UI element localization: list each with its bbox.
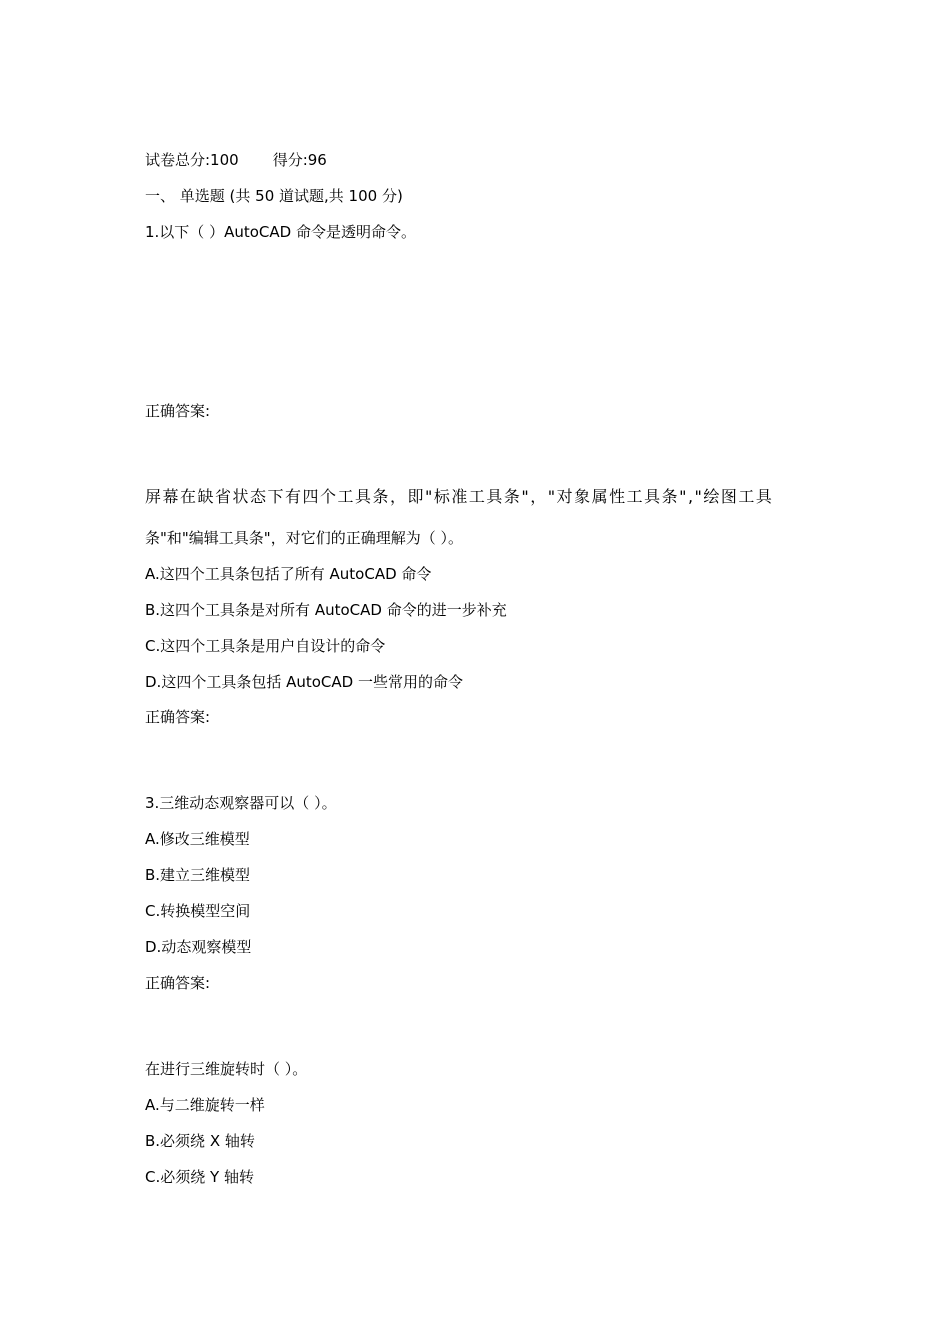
question-3-answer-label: 正确答案:: [145, 974, 211, 992]
question-3-option-d: D.动态观察模型: [145, 938, 252, 956]
question-3-option-a: A.修改三维模型: [145, 830, 250, 848]
question-2-option-c: C.这四个工具条是用户自设计的命令: [145, 637, 386, 655]
question-2-stem-line-2: 条"和"编辑工具条"，对它们的正确理解为（ ）。: [145, 529, 463, 547]
question-2-stem-line-1: 屏幕在缺省状态下有四个工具条，即"标准工具条"，"对象属性工具条","绘图工具: [145, 487, 774, 506]
question-4-stem: 在进行三维旋转时（ ）。: [145, 1060, 308, 1078]
question-3-stem: 3.三维动态观察器可以（ ）。: [145, 794, 337, 812]
question-2-option-d: D.这四个工具条包括 AutoCAD 一些常用的命令: [145, 673, 463, 691]
question-1-stem: 1.以下（ ）AutoCAD 命令是透明命令。: [145, 223, 416, 241]
total-score: 试卷总分:100: [145, 151, 239, 169]
score-header: [145, 153, 327, 168]
question-4-option-b: B.必须绕 X 轴转: [145, 1132, 255, 1150]
question-4-option-a: A.与二维旋转一样: [145, 1096, 265, 1114]
question-2-option-a: A.这四个工具条包括了所有 AutoCAD 命令: [145, 565, 432, 583]
question-1-answer-label: 正确答案:: [145, 402, 211, 420]
question-3-option-b: B.建立三维模型: [145, 866, 251, 884]
question-2-option-b: B.这四个工具条是对所有 AutoCAD 命令的进一步补充: [145, 601, 507, 619]
question-3-option-c: C.转换模型空间: [145, 902, 251, 920]
section-title: 一、 单选题 (共 50 道试题,共 100 分): [145, 187, 403, 205]
obtained-score: 得分:96: [272, 151, 327, 169]
question-2-answer-label: 正确答案:: [145, 708, 211, 726]
question-4-option-c: C.必须绕 Y 轴转: [145, 1168, 254, 1186]
